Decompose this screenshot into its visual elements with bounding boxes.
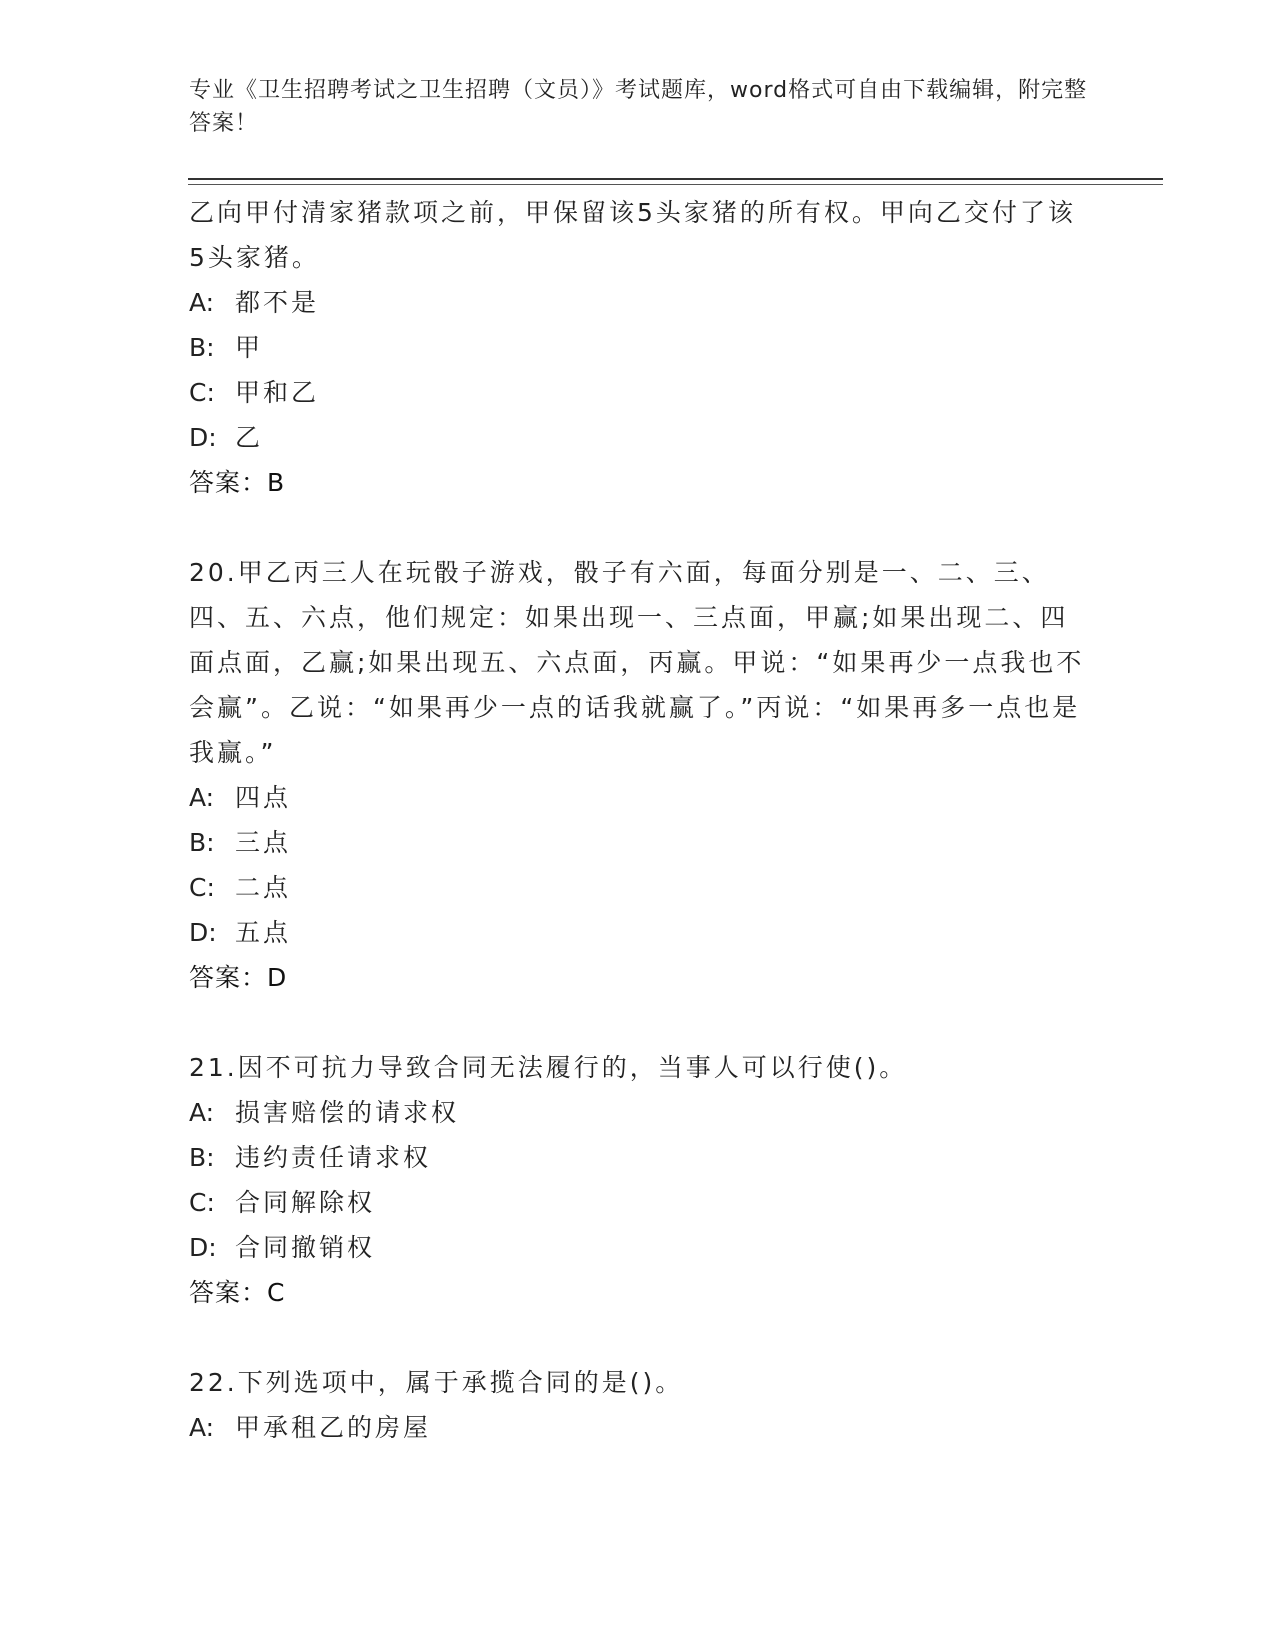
option-a: [189, 775, 1089, 820]
option-text: 合同撤销权: [235, 1233, 376, 1262]
option-text: 三点: [235, 828, 292, 857]
option-text: 损害赔偿的请求权: [235, 1098, 460, 1127]
option-text: 甲承租乙的房屋: [235, 1413, 432, 1442]
question-content: [189, 190, 1089, 1450]
question-stem: 21.因不可抗力导致合同无法履行的，当事人可以行使()。: [189, 1053, 908, 1082]
option-text: 甲: [235, 333, 264, 362]
option-letter: A:: [189, 1098, 215, 1127]
option-a: [189, 280, 1089, 325]
option-letter: D:: [189, 918, 217, 947]
option-letter: C:: [189, 1188, 215, 1217]
option-letter: B:: [189, 828, 215, 857]
option-d: [189, 415, 1089, 460]
question-stem: 22.下列选项中，属于承揽合同的是()。: [189, 1368, 684, 1397]
question-21: [189, 1045, 1089, 1315]
option-text: 都不是: [235, 288, 320, 317]
header-divider-thick: [188, 178, 1163, 180]
question-19-continued: [189, 190, 1089, 505]
option-letter: C:: [189, 873, 215, 902]
question-22: [189, 1360, 1089, 1450]
option-letter: C:: [189, 378, 215, 407]
option-text: 乙: [235, 423, 264, 452]
option-letter: B:: [189, 333, 215, 362]
option-c: [189, 865, 1089, 910]
option-text: 合同解除权: [235, 1188, 376, 1217]
option-letter: A:: [189, 288, 215, 317]
question-spacer: [189, 505, 1089, 550]
option-letter: D:: [189, 1233, 217, 1262]
answer-line: 答案：C: [189, 1278, 286, 1307]
option-a: [189, 1405, 1089, 1450]
option-text: 二点: [235, 873, 292, 902]
option-c: [189, 370, 1089, 415]
option-b: [189, 325, 1089, 370]
header-divider-thin: [188, 184, 1163, 185]
option-letter: A:: [189, 783, 215, 812]
question-20: [189, 550, 1089, 1000]
option-letter: A:: [189, 1413, 215, 1442]
question-spacer: [189, 1315, 1089, 1360]
option-text: 违约责任请求权: [235, 1143, 432, 1172]
document-header: 专业《卫生招聘考试之卫生招聘（文员）》考试题库，word格式可自由下载编辑，附完整答案！: [189, 78, 1088, 136]
option-a: [189, 1090, 1089, 1135]
option-b: [189, 820, 1089, 865]
option-c: [189, 1180, 1089, 1225]
question-stem: 20.甲乙丙三人在玩骰子游戏，骰子有六面，每面分别是一、二、三、四、五、六点，他们规定：如果出现一、三点面，甲赢;如果出现二、四面点面，乙赢;如果出现五、六点面，丙赢。甲说：“如果再少一点我也不会赢”。乙说：“如果再少一点的话我就赢了。”丙说：“如果再多一点也是我赢。”: [189, 558, 1085, 767]
option-d: [189, 1225, 1089, 1270]
question-spacer: [189, 1000, 1089, 1045]
option-b: [189, 1135, 1089, 1180]
question-stem: 乙向甲付清家猪款项之前，甲保留该5头家猪的所有权。甲向乙交付了该5头家猪。: [189, 198, 1076, 272]
answer-line: 答案：B: [189, 468, 286, 497]
option-d: [189, 910, 1089, 955]
option-text: 五点: [235, 918, 292, 947]
option-text: 甲和乙: [235, 378, 320, 407]
option-letter: D:: [189, 423, 217, 452]
option-letter: B:: [189, 1143, 215, 1172]
option-text: 四点: [235, 783, 292, 812]
answer-line: 答案：D: [189, 963, 288, 992]
